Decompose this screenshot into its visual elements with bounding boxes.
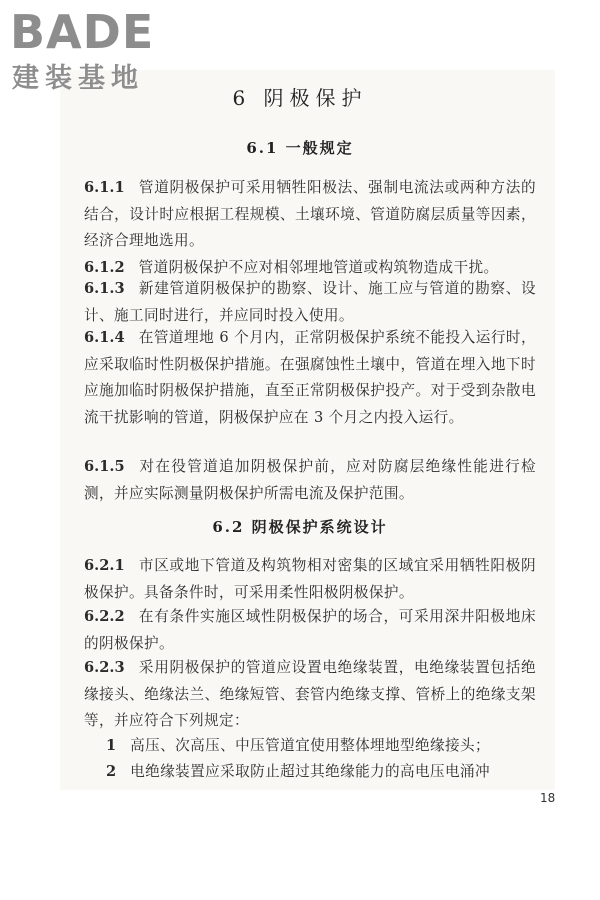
- clause-number: 6.1.4: [84, 329, 125, 346]
- section-title-6-2: 6.2 阴极保护系统设计: [212, 518, 388, 536]
- clause-6-2-2: [84, 604, 536, 657]
- clause-text: 在有条件实施区域性阴极保护的场合，可采用深井阳极地床的阴极保护。: [84, 608, 536, 652]
- logo-subtitle: 建装基地: [12, 63, 144, 94]
- list-item-2: [84, 759, 536, 786]
- clause-6-2-1: [84, 553, 536, 606]
- list-item-text: 高压、次高压、中压管道宜使用整体埋地型绝缘接头；: [130, 737, 491, 754]
- clause-6-2-3: [84, 655, 536, 735]
- clause-text: 管道阴极保护不应对相邻埋地管道或构筑物造成干扰。: [138, 259, 499, 276]
- clause-6-1-5: [84, 454, 536, 507]
- clause-text: 市区或地下管道及构筑物相对密集的区域宜采用牺牲阳极阴极保护。具备条件时，可采用柔性阳极阴极保护。: [84, 557, 536, 601]
- logo-brand: BADE: [10, 5, 155, 59]
- clause-number: 6.1.2: [84, 259, 125, 276]
- chapter-title: 6 阴极保护: [232, 86, 368, 110]
- clause-6-1-4: [84, 325, 536, 431]
- clause-number: 6.2.1: [84, 557, 125, 574]
- clause-6-1-3: [84, 276, 536, 329]
- list-item-number: 2: [106, 763, 117, 780]
- clause-text: 新建管道阴极保护的勘察、设计、施工应与管道的勘察、设计、施工同时进行，并应同时投入使用。: [84, 280, 536, 324]
- clause-number: 6.1.1: [84, 179, 125, 196]
- clause-number: 6.1.5: [84, 458, 125, 475]
- list-item-text: 电绝缘装置应采取防止超过其绝缘能力的高电压电涌冲: [130, 763, 491, 780]
- page-number: 18: [540, 791, 556, 805]
- clause-text: 对在役管道追加阴极保护前，应对防腐层绝缘性能进行检测，并应实际测量阴极保护所需电流及保护范围。: [84, 458, 536, 502]
- clause-6-1-1: [84, 175, 536, 255]
- clause-number: 6.1.3: [84, 280, 125, 297]
- clause-number: 6.2.3: [84, 659, 125, 676]
- clause-text: 管道阴极保护可采用牺牲阳极法、强制电流法或两种方法的结合，设计时应根据工程规模、土壤环境、管道防腐层质量等因素，经济合理地选用。: [84, 179, 536, 249]
- clause-text: 采用阴极保护的管道应设置电绝缘装置，电绝缘装置包括绝缘接头、绝缘法兰、绝缘短管、套管内绝缘支撑、管桥上的绝缘支架等，并应符合下列规定：: [84, 659, 536, 729]
- section-title-6-1: 6.1 一般规定: [246, 139, 354, 157]
- clause-text: 在管道埋地 6 个月内，正常阴极保护系统不能投入运行时，应采取临时性阴极保护措施。在强腐蚀性土壤中，管道在埋入地下时应施加临时阴极保护措施，直至正常阴极保护投产。对于受到杂散电流干扰影响的管道，阴极保护应在 3 个月之内投入运行。: [84, 329, 536, 426]
- list-item-number: 1: [106, 737, 117, 754]
- clause-number: 6.2.2: [84, 608, 125, 625]
- list-item-1: [84, 733, 536, 760]
